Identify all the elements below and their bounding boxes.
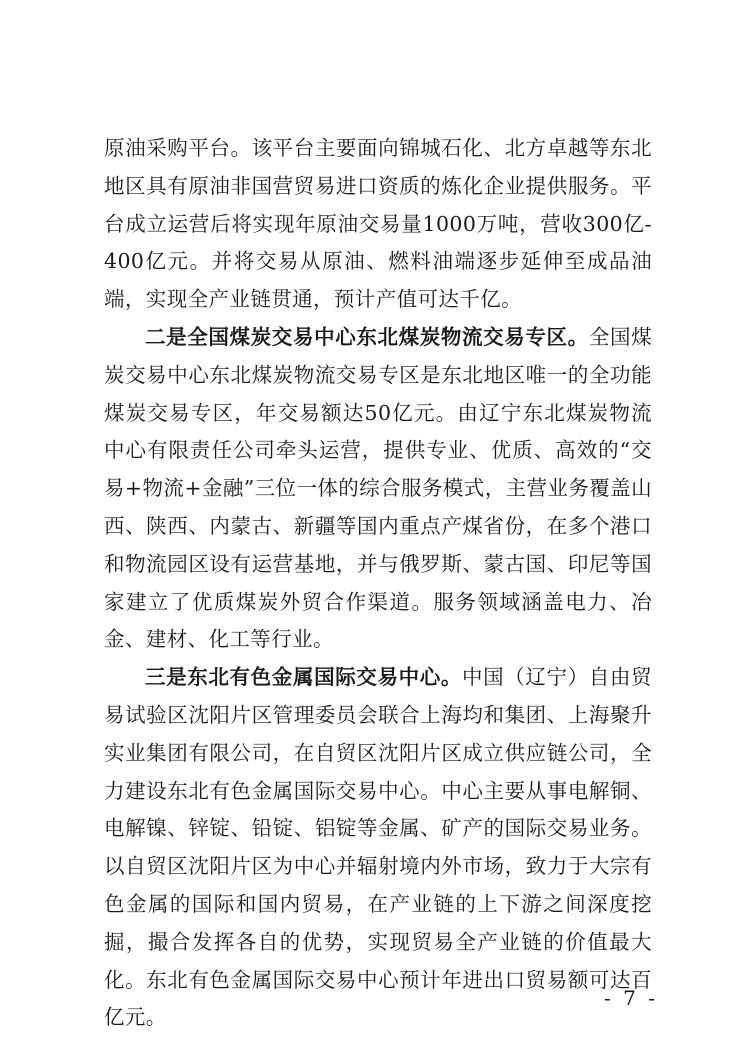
paragraph-crude-oil-platform <box>104 130 652 319</box>
document-body <box>104 130 652 1037</box>
paragraph-text: 原油采购平台。该平台主要面向锦城石化、北方卓越等东北地区具有原油非国营贸易进口资质的炼化企业提供服务。平台成立运营后将实现年原油交易量1000万吨，营收300亿-400亿元。并将交易从原油、燃料油端逐步延伸至成品油端，实现全产业链贯通，预计产值可达千亿。 <box>104 136 652 312</box>
paragraph-coal-exchange <box>104 319 652 659</box>
paragraph-heading: 二是全国煤炭交易中心东北煤炭物流交易专区。 <box>145 324 589 349</box>
paragraph-text: 全国煤炭交易中心东北煤炭物流交易专区是东北地区唯一的全功能煤炭交易专区，年交易额达50亿元。由辽宁东北煤炭物流中心有限责任公司牵头运营，提供专业、优质、高效的“交易+物流+金融”三位一体的综合服务模式，主营业务覆盖山西、陕西、内蒙古、新疆等国内重点产煤省份，在多个港口和物流园区设有运营基地，并与俄罗斯、蒙古国、印尼等国家建立了优质煤炭外贸合作渠道。服务领域涵盖电力、冶金、建材、化工等行业。 <box>104 324 652 652</box>
paragraph-nonferrous-exchange <box>104 659 652 1037</box>
paragraph-heading: 三是东北有色金属国际交易中心。 <box>145 665 463 690</box>
paragraph-text: 中国（辽宁）自由贸易试验区沈阳片区管理委员会联合上海均和集团、上海聚升实业集团有限公司，在自贸区沈阳片区成立供应链公司，全力建设东北有色金属国际交易中心。中心主要从事电解铜、电解镍、锌锭、铅锭、铝锭等金属、矿产的国际交易业务。以自贸区沈阳片区为中心并辐射境内外市场，致力于大宗有色金属的国际和国内贸易，在产业链的上下游之间深度挖掘，撮合发挥各自的优势，实现贸易全产业链的价值最大化。东北有色金属国际交易中心预计年进出口贸易额可达百亿元。 <box>104 665 652 1030</box>
page-number: - 7 - <box>604 986 658 1010</box>
